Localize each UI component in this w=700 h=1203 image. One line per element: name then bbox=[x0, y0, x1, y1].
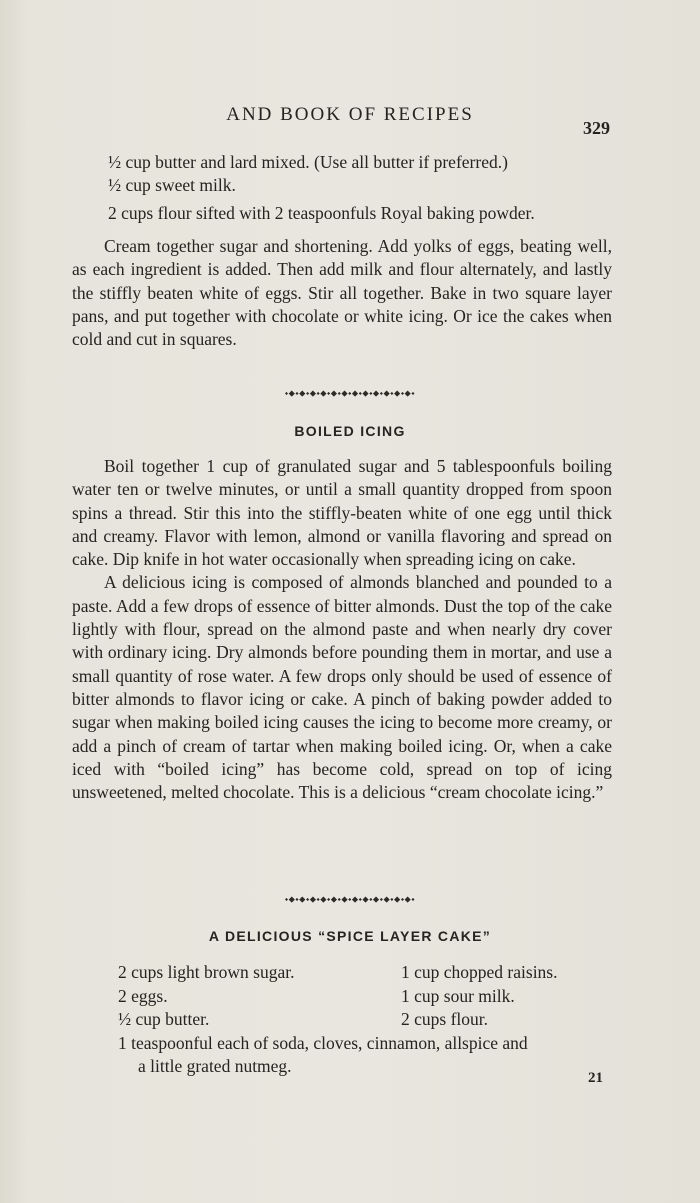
spice-cake-ingredients bbox=[72, 961, 612, 1079]
ingredient-right: 1 cup chopped raisins. bbox=[401, 962, 558, 982]
ingredient-row bbox=[72, 961, 612, 985]
ingredient-left: 2 cups light brown sugar. bbox=[118, 962, 295, 982]
ingredient-line: ½ cup butter and lard mixed. (Use all butter if preferred.) bbox=[108, 152, 508, 172]
signature-mark: 21 bbox=[588, 1070, 603, 1086]
ingredient-right: 2 cups flour. bbox=[401, 1009, 489, 1029]
ornament-divider: ⬩⬥⬩⬥⬩⬥⬩⬥⬩⬥⬩⬥⬩⬥⬩⬥⬩⬥⬩⬥⬩⬥⬩⬥⬩ bbox=[284, 895, 416, 905]
ingredient-left: 2 eggs. bbox=[118, 985, 168, 1006]
ingredient-row bbox=[72, 1055, 612, 1079]
ingredient-row bbox=[72, 985, 612, 1009]
ingredient-left: ½ cup butter. bbox=[118, 1009, 210, 1029]
ingredient-full-line: 1 teaspoonful each of soda, cloves, cinnamon, allspice and bbox=[118, 1032, 528, 1053]
ingredient-row bbox=[72, 1008, 612, 1032]
boiled-icing-paragraph-2: A delicious icing is composed of almonds blanched and pounded to a paste. Add a few drops of essence of bitter almonds. Dust the top of the cake lightly with flour, spread on the almond paste and when nearly dry cover with ordinary icing. Dry almonds before pounding them in mortar, and use a small quantity of rose water. A few drops only should be used of essence of bitter almonds to flavor icing or cake. A pinch of baking powder added to sugar when making boiled icing causes the icing to become more creamy, or add a pinch of cream of tartar when making boiled icing. Or, when a cake iced with “boiled icing” has become cold, spread on top of icing unsweetened, melted chocolate. This is a delicious “cream chocolate icing.” bbox=[72, 572, 612, 803]
ingredient-right: 1 cup sour milk. bbox=[401, 985, 515, 1006]
directions-paragraph: Cream together sugar and shortening. Add yolks of eggs, beating well, as each ingredient is added. Then add milk and flour alternately, and lastly the stiffly beaten white of eggs. Stir all together. Bake in two square layer pans, and put together with chocolate or white icing. Or ice the cakes when cold and cut in squares. bbox=[72, 236, 612, 350]
recipe-continued-directions bbox=[72, 235, 612, 351]
section-title-boiled-icing: BOILED ICING bbox=[294, 423, 406, 439]
ingredient-continuation: a little grated nutmeg. bbox=[138, 1056, 292, 1076]
ingredient-row bbox=[72, 1032, 612, 1056]
ingredient-line: 2 cups flour sifted with 2 teaspoonfuls Royal baking powder. bbox=[108, 202, 535, 223]
boiled-icing-body bbox=[72, 455, 612, 804]
section-title-spice-layer-cake: A DELICIOUS “SPICE LAYER CAKE” bbox=[208, 928, 492, 944]
page-number: 329 bbox=[583, 118, 610, 138]
ornament-divider: ⬩⬥⬩⬥⬩⬥⬩⬥⬩⬥⬩⬥⬩⬥⬩⬥⬩⬥⬩⬥⬩⬥⬩⬥⬩ bbox=[284, 389, 416, 399]
ingredient-line: ½ cup sweet milk. bbox=[108, 175, 236, 196]
recipe-continued-ingredients bbox=[72, 151, 612, 225]
boiled-icing-paragraph-1: Boil together 1 cup of granulated sugar and 5 tablespoonfuls boiling water ten or twelve minutes, or until a small quantity dropped from spoon spins a thread. Stir this into the stiffly-beaten white of one egg until thick and creamy. Flavor with lemon, almond or vanilla flavoring and spread on cake. Dip knife in hot water occasionally when spreading icing on cake. bbox=[72, 456, 612, 570]
running-title: AND BOOK OF RECIPES bbox=[226, 104, 474, 125]
